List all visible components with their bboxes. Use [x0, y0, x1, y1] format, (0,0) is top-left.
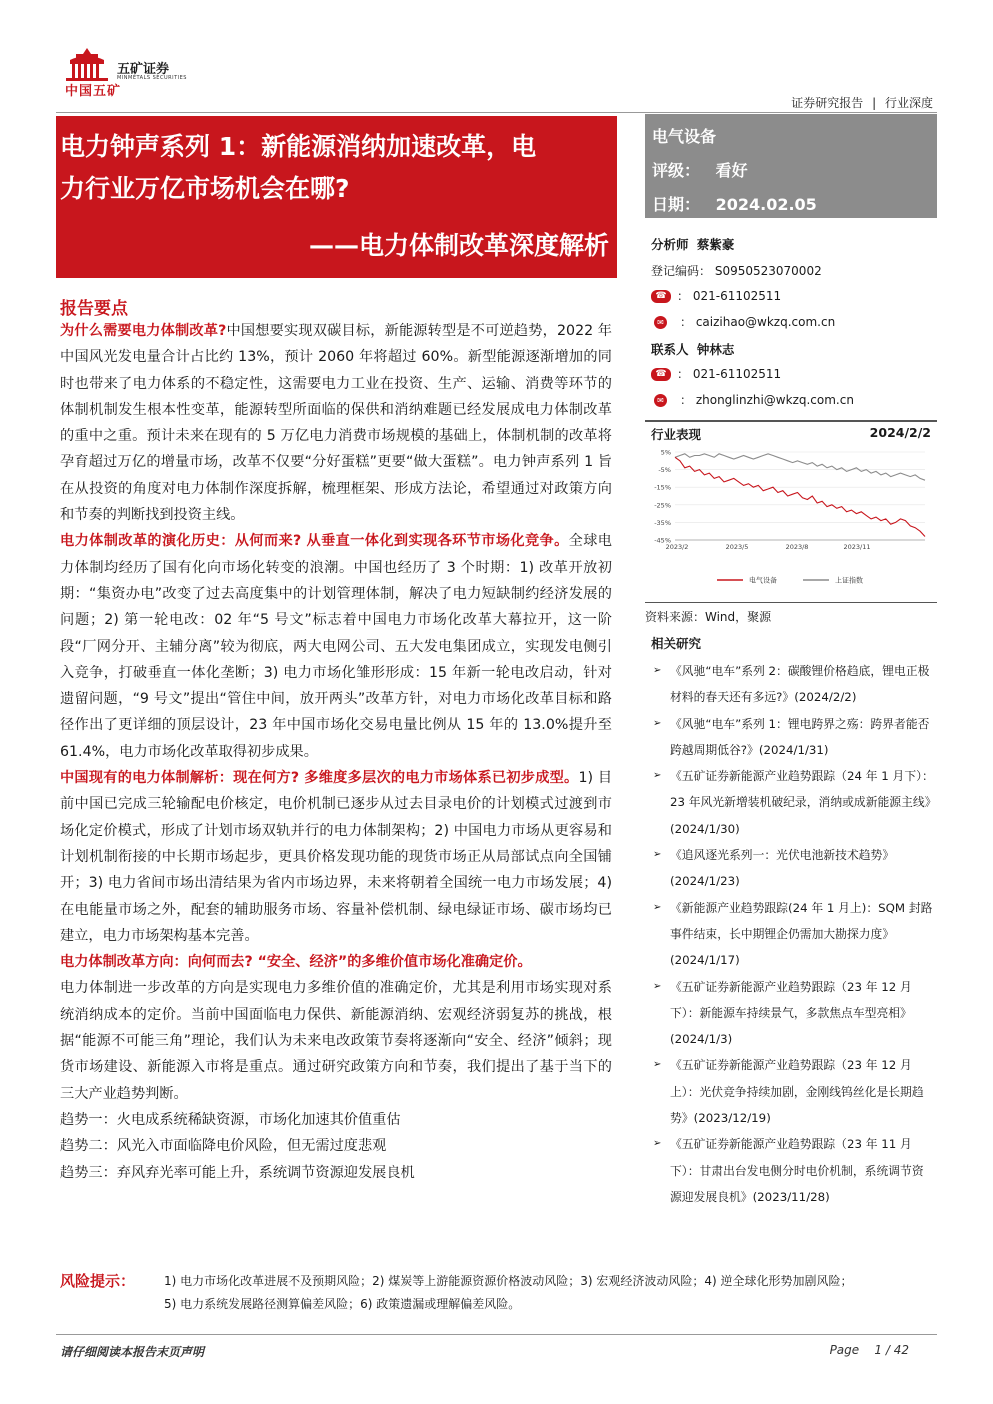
- analyst-phone: 021-61102511: [692, 289, 782, 303]
- contact-phone-row: ☎ ： 021-61102511: [651, 365, 937, 382]
- bullet-arrow-icon: ➢: [653, 665, 662, 676]
- analyst-row: [651, 235, 937, 253]
- chart-top-rule: [645, 420, 937, 422]
- summary-paragraph-1: [60, 318, 612, 528]
- related-research-text: 《五矿证券新能源产业趋势跟踪（23 年 11 月下）：甘肃出台发电侧分时电价机制，系统调节资源迎发展良机》(2023/11/28): [670, 1137, 924, 1204]
- report-title-line1: 电力钟声系列 1：新能源消纳加速改革，电: [60, 132, 537, 161]
- risk-line-2: 5) 电力系统发展路径测算偏差风险；6) 政策遗漏或理解偏差风险。: [164, 1297, 521, 1311]
- y-tick-label: -15%: [654, 483, 671, 492]
- phone-icon: ☎: [651, 368, 671, 381]
- x-tick-label: 2023/11: [843, 543, 871, 551]
- chart-title: 行业表现: [651, 427, 702, 442]
- related-research-item[interactable]: [651, 658, 935, 711]
- date-label: 日期：: [652, 195, 701, 214]
- related-research-item[interactable]: [651, 842, 935, 895]
- related-research-title: 相关研究: [651, 636, 702, 651]
- related-research-item[interactable]: [651, 1052, 935, 1131]
- x-tick-label: 2023/2: [665, 543, 689, 551]
- rating-value: 看好: [715, 161, 748, 180]
- phone-icon: ☎: [651, 290, 671, 303]
- chart-date: 2024/2/2: [869, 425, 931, 440]
- paragraph-4-body: 电力体制进一步改革的方向是实现电力多维价值的准确定价，尤其是利用市场实现对系统消纳成本的定价。当前中国面临电力保供、新能源消纳、宏观经济弱复苏的挑战，根据“能源不可能三角”理论，我们认为未来电改政策节奏将逐渐向“安全、经济”倾斜；现货市场建设、新能源入市将是重点。通过研究政策方向和节奏，我们提出了基于当下的三大产业趋势判断。: [60, 980, 612, 1102]
- risk-label: 风险提示：: [60, 1272, 136, 1290]
- chart-bottom-rule: [645, 602, 937, 603]
- related-research-item[interactable]: [651, 895, 935, 974]
- report-category: [791, 94, 933, 111]
- bullet-arrow-icon: ➢: [653, 770, 662, 782]
- date-row: [652, 192, 817, 215]
- rating-label: 评级：: [652, 161, 701, 180]
- chart-source: 资料来源：Wind，聚源: [645, 610, 772, 624]
- category-label: 证券研究报告: [791, 96, 864, 110]
- reg-code: S0950523070002: [714, 264, 822, 278]
- related-research-text: 《五矿证券新能源产业趋势跟踪（24 年 1 月下）：23 年风光新增装机破纪录，消纳或成新能源主线》(2024/1/30): [670, 769, 934, 836]
- rating-row: [652, 158, 748, 181]
- trend-1: 趋势一：火电成系统稀缺资源，市场化加速其价值重估: [60, 1111, 401, 1128]
- email-icon: ✉: [654, 394, 667, 407]
- company-name: 五矿证券: [117, 62, 170, 77]
- risk-line-1: 1) 电力市场化改革进展不及预期风险；2) 煤炭等上游能源资源价格波动风险；3) 宏观经济波动风险；4) 逆全球化形势加剧风险；: [164, 1274, 853, 1288]
- legend-label: 上证指数: [835, 576, 863, 585]
- y-tick-label: -35%: [654, 518, 671, 527]
- summary-paragraph-4-body: [60, 975, 612, 1106]
- bullet-arrow-icon: ➢: [653, 717, 662, 729]
- footer-divider: [56, 1334, 937, 1335]
- x-tick-label: 2023/5: [725, 543, 749, 551]
- contact-row: [651, 340, 937, 358]
- report-title-line2: 力行业万亿市场机会在哪?: [60, 174, 350, 203]
- analyst-email-row: ✉ ： caizihao@wkzq.com.cn: [651, 313, 937, 330]
- report-type: 行业深度: [884, 96, 933, 110]
- minmetals-emblem-icon: [62, 46, 112, 82]
- paragraph-2-body: 全球电力体制均经历了国有化向市场化转变的浪潮。中国也经历了 3 个时期：1) 改革开放初期：“集资办电”改变了过去高度集中的计划管理体制，解决了电力短缺制约经济发展的问题；2) 第一轮电改：02 年“5 号文”标志着中国电力市场化改革大幕拉开，这一阶段“厂网分开、主辅分离”较为彻底，两大电网公司、五大发电集团成立，实现发电侧引入竞争，打破垂直一体化垄断；3) 电力市场化雏形形成：15 年新一轮电改启动，针对遗留问题，“9 号文”提出“管住中间，放开两头”改革方针，对电力市场化改革目标和路径作出了更详细的顶层设计，23 年中国市场化交易电量比例从 15 年的 13.0%提升至 61.4%，电力市场化改革取得初步成果。: [60, 533, 612, 760]
- report-subtitle: ——电力体制改革深度解析: [308, 231, 609, 260]
- y-tick-label: -5%: [658, 466, 671, 475]
- summary-paragraph-4: [60, 949, 612, 975]
- trend-2: 趋势二：风光入市面临降电价风险，但无需过度悲观: [60, 1138, 387, 1155]
- related-research-text: 《五矿证券新能源产业趋势跟踪（23 年 12 月上）：光伏竞争持续加剧，金刚线钨丝化是长期趋势》(2023/12/19): [670, 1058, 924, 1126]
- risk-text: [164, 1270, 934, 1316]
- reg-label: 登记编码：: [651, 264, 712, 278]
- bullet-arrow-icon: ➢: [653, 1059, 662, 1071]
- related-research-list: [651, 658, 935, 1210]
- paragraph-4-head: 电力体制改革方向：向何而去? “安全、经济”的多维价值市场化准确定价。: [60, 954, 532, 971]
- paragraph-1-body: 中国想要实现双碳目标，新能源转型是不可逆趋势，2022 年中国风光发电量合计占比约 13%，预计 2060 年将超过 60%。新型能源逐渐增加的同时也带来了电力体系的不稳定性，这需要电力工业在投资、生产、运输、消费等环节的体制机制发生根本性变革，能源转型所面临的保供和消纳难题已经发展成电力体制改革的重中之重。预计未来在现有的 5 万亿电力消费市场规模的基础上，体制机制的改革将孕育超过万亿的增量市场，改革不仅要“分好蛋糕”更要“做大蛋糕”。电力钟声系列 1 旨在从投资的角度对电力体制作深度拆解，梳理框架、形成方法论，希望通过对政策方向和节奏的判断找到投资主线。: [60, 323, 612, 524]
- legend-label: 电气设备: [749, 576, 777, 585]
- page-number: Page 1 / 42: [829, 1343, 909, 1357]
- email-icon: ✉: [654, 316, 667, 329]
- company-name-en: MINMETALS SECURITIES: [117, 75, 187, 81]
- related-research-item[interactable]: [651, 1131, 935, 1210]
- group-name: 中国五矿: [65, 84, 122, 99]
- related-research-item[interactable]: [651, 711, 935, 764]
- related-research-text: 《五矿证券新能源产业趋势跟踪（23 年 12 月下）：新能源车持续景气，多款焦点车型亮相》(2024/1/3): [670, 979, 912, 1047]
- paragraph-3-head: 中国现有的电力体制解析：现在何方? 多维度多层次的电力市场体系已初步成型。: [60, 770, 579, 787]
- summary-title: 报告要点: [60, 299, 128, 319]
- contact-phone: 021-61102511: [692, 367, 782, 381]
- related-research-text: 《风驰“电车”系列 2：碳酸锂价格趋底，锂电正极材料的春天还有多远?》(2024/2/2): [670, 664, 930, 705]
- bullet-arrow-icon: ➢: [653, 1138, 662, 1150]
- analyst-phone-row: ☎ ： 021-61102511: [651, 287, 937, 304]
- y-tick-label: -45%: [654, 536, 671, 545]
- contact-email-row: ✉ ： zhonglinzhi@wkzq.com.cn: [651, 391, 937, 408]
- related-research-text: 《风驰“电车”系列 1：锂电跨界之殇：跨界者能否跨越周期低谷?》(2024/1/31): [670, 716, 930, 757]
- y-tick-label: -25%: [654, 501, 671, 510]
- paragraph-2-head: 电力体制改革的演化历史：从何而来? 从垂直一体化到实现各环节市场化竞争。: [60, 533, 569, 550]
- related-research-item[interactable]: [651, 974, 935, 1053]
- bullet-arrow-icon: ➢: [653, 980, 662, 992]
- bullet-arrow-icon: ➢: [653, 901, 662, 913]
- header-divider: [56, 112, 937, 113]
- bullet-arrow-icon: ➢: [653, 849, 662, 861]
- analyst-reg-row: [651, 262, 937, 279]
- paragraph-1-head: 为什么需要电力体制改革?: [60, 323, 227, 339]
- contact-name: 钟林志: [696, 342, 735, 357]
- contact-label: 联系人: [651, 342, 689, 357]
- x-tick-label: 2023/8: [785, 543, 809, 551]
- sector-label: 电气设备: [652, 127, 717, 146]
- category-separator: |: [872, 96, 877, 110]
- summary-paragraph-2: [60, 528, 612, 765]
- related-research-item[interactable]: [651, 763, 935, 842]
- industry-performance-chart: [645, 444, 937, 594]
- analyst-label: 分析师: [651, 237, 689, 252]
- trend-3: 趋势三：弃风弃光率可能上升，系统调节资源迎发展良机: [60, 1164, 415, 1181]
- summary-paragraph-3: [60, 765, 612, 949]
- related-research-text: 《新能源产业趋势跟踪(24 年 1 月上)：SQM 封路事件结束，长中期锂企仍需加大勘探力度》(2024/1/17): [670, 900, 933, 968]
- related-research-text: 《追风逐光系列一：光伏电池新技术趋势》(2024/1/23): [670, 848, 895, 889]
- y-tick-label: 5%: [660, 448, 671, 457]
- footer-disclaimer: 请仔细阅读本报告末页声明: [60, 1345, 205, 1359]
- paragraph-3-body: 1) 目前中国已完成三轮输配电价核定，电价机制已逐步从过去目录电价的计划模式过渡到市场化定价模式，形成了计划市场双轨并行的电力体制架构；2) 中国电力市场从更容易和计划机制衔接的中长期市场起步，更具价格发现功能的现货市场正从局部试点向全国铺开；3) 电力省间市场出清结果为省内市场边界，未来将朝着全国统一电力市场发展；4) 在电能量市场之外，配套的辅助服务市场、容量补偿机制、绿电绿证市场、碳市场均已建立，电力市场架构基本完善。: [60, 770, 613, 944]
- contact-email[interactable]: zhonglinzhi@wkzq.com.cn: [695, 393, 854, 407]
- date-value: 2024.02.05: [715, 195, 817, 214]
- analyst-name: 蔡紫豪: [696, 237, 735, 252]
- analyst-email[interactable]: caizihao@wkzq.com.cn: [695, 315, 836, 329]
- series-line-0: [675, 457, 925, 536]
- summary-body: [60, 318, 612, 1186]
